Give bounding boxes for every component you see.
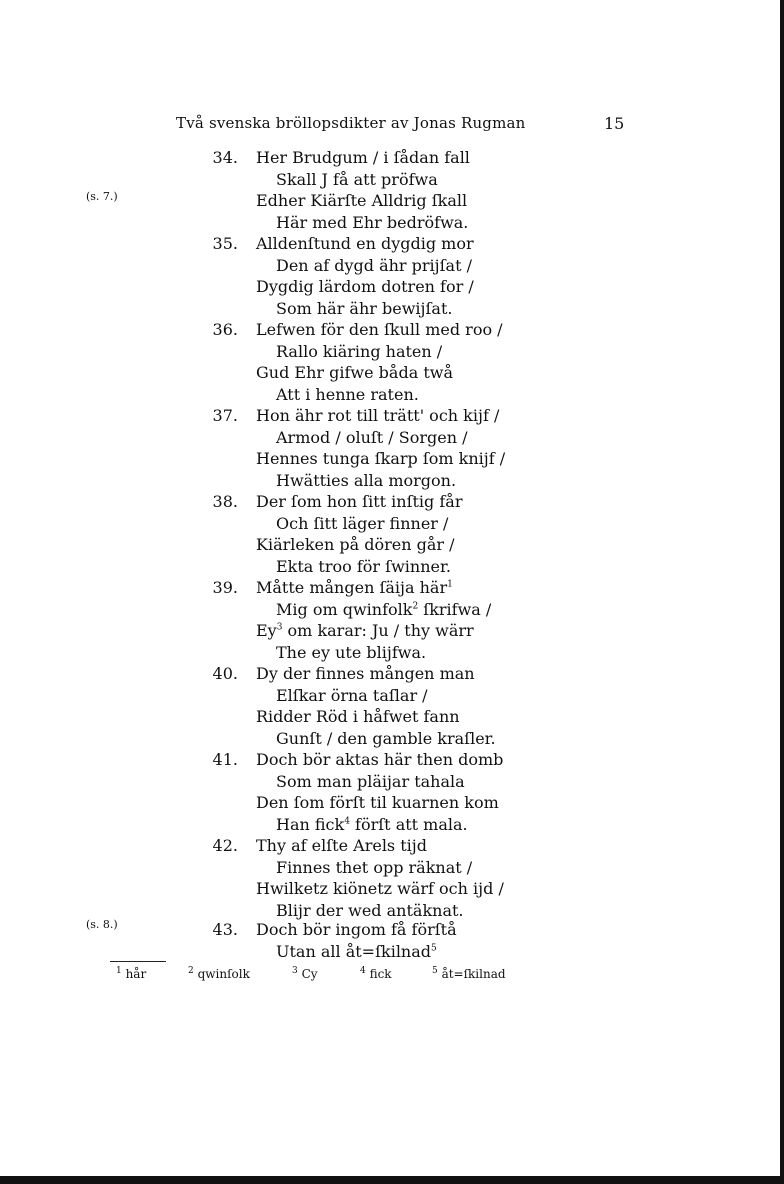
footnote: $^4$ fick: [360, 966, 392, 981]
verse-line: Edher Kiärſte Alldrig ſkall: [256, 191, 468, 210]
stanza-number: 39.: [212, 578, 238, 597]
verse-line: The ey ute blijfwa.: [276, 643, 427, 662]
verse-line: Här med Ehr bedröfwa.: [276, 213, 469, 232]
verse-line: Kiärleken på dören går /: [256, 535, 455, 554]
verse-line: Skall J få att pröfwa: [276, 170, 438, 189]
stanza-number: 37.: [212, 406, 238, 425]
verse-line: Att i henne raten.: [276, 385, 419, 404]
verse-line: Han fick$^4$ förſt att mala.: [276, 815, 468, 834]
verse-line: Hon ähr rot till trätt' och kijf /: [256, 406, 500, 425]
verse-line: Doch bör aktas här then domb: [256, 750, 504, 769]
verse-line: Mig om qwinfolk$^2$ ſkrifwa /: [276, 600, 492, 619]
verse-line: Ekta troo för ſwinner.: [276, 557, 451, 576]
verse-line: Thy af elſte Arels tijd: [256, 836, 427, 855]
verse-line: Som man pläijar tahala: [276, 772, 465, 791]
stanza-number: 34.: [212, 148, 238, 167]
verse-line: Hwilketz kiönetz wärf och ijd /: [256, 879, 504, 898]
stanza-number: 36.: [212, 320, 238, 339]
footnotes: [116, 967, 536, 985]
verse-line: Gunſt / den gamble kraſler.: [276, 729, 496, 748]
footnote: $^3$ Cy: [292, 966, 318, 981]
footnote: $^5$ åt=ſkilnad: [432, 966, 506, 981]
footnote-ref: 4: [344, 816, 350, 827]
verse-line: Hwätties alla morgon.: [276, 471, 457, 490]
verse-line: Doch bör ingom få förſtå: [256, 920, 457, 939]
verse-line: Ridder Röd i håfwet fann: [256, 707, 460, 726]
verse-line: Finnes thet opp räknat /: [276, 858, 473, 877]
stanza-number: 41.: [212, 750, 238, 769]
verse-line: Rallo kiäring haten /: [276, 342, 443, 361]
footnote-ref: 3: [276, 622, 283, 633]
verse-line: Elſkar örna taſlar /: [276, 686, 428, 705]
verse-line: Lefwen för den ſkull med roo /: [256, 320, 503, 339]
margin-note-s7: (s. 7.): [86, 190, 118, 203]
verse-line: Dygdig lärdom dotren for /: [256, 277, 474, 296]
page-number: 15: [604, 114, 625, 133]
stanza-number: 35.: [212, 234, 238, 253]
stanza-number: 40.: [212, 664, 238, 683]
footnote: $^2$ qwinſolk: [188, 966, 250, 981]
verse-line: Her Brudgum / i ſådan fall: [256, 148, 470, 167]
verse-line: Ey$^3$ om karar: Ju / thy wärr: [256, 621, 474, 640]
verse-line: Der ſom hon ſitt inſtig får: [256, 492, 463, 511]
verse-line: Armod / oluſt / Sorgen /: [276, 428, 468, 447]
scan-edge-bottom: [0, 1176, 784, 1184]
stanza-number: 42.: [212, 836, 238, 855]
footnote-ref: 5: [431, 943, 437, 954]
margin-note-s8: (s. 8.): [86, 918, 118, 931]
footnote-ref: 2: [412, 601, 419, 612]
running-header-title: Två svenska bröllopsdikter av Jonas Rugman: [176, 114, 526, 132]
verse-line: Dy der finnes mången man: [256, 664, 475, 683]
verse-line: Måtte mången ſäija här$^1$: [256, 578, 453, 597]
stanza-number: 38.: [212, 492, 238, 511]
scan-edge-right: [780, 0, 784, 1184]
verse-line: Hennes tunga ſkarp ſom knijf /: [256, 449, 506, 468]
verse-line: Gud Ehr gifwe båda twå: [256, 363, 453, 382]
verse-line: Den af dygd ähr prijſat /: [276, 256, 472, 275]
verse-line: Den ſom förſt til kuarnen kom: [256, 793, 499, 812]
verse-line: Som här ähr bewijſat.: [276, 299, 453, 318]
stanza-number: 43.: [212, 920, 238, 939]
verse-line: Och ſitt läger finner /: [276, 514, 449, 533]
footnote: $^1$ hår: [116, 966, 147, 981]
verse-line: Alldenſtund en dygdig mor: [256, 234, 474, 253]
footnote-ref: 1: [447, 579, 453, 590]
footnote-rule: [110, 961, 166, 962]
verse-line: Utan all åt=ſkilnad$^5$: [276, 942, 437, 961]
verse-line: Blijr der wed antäknat.: [276, 901, 464, 920]
